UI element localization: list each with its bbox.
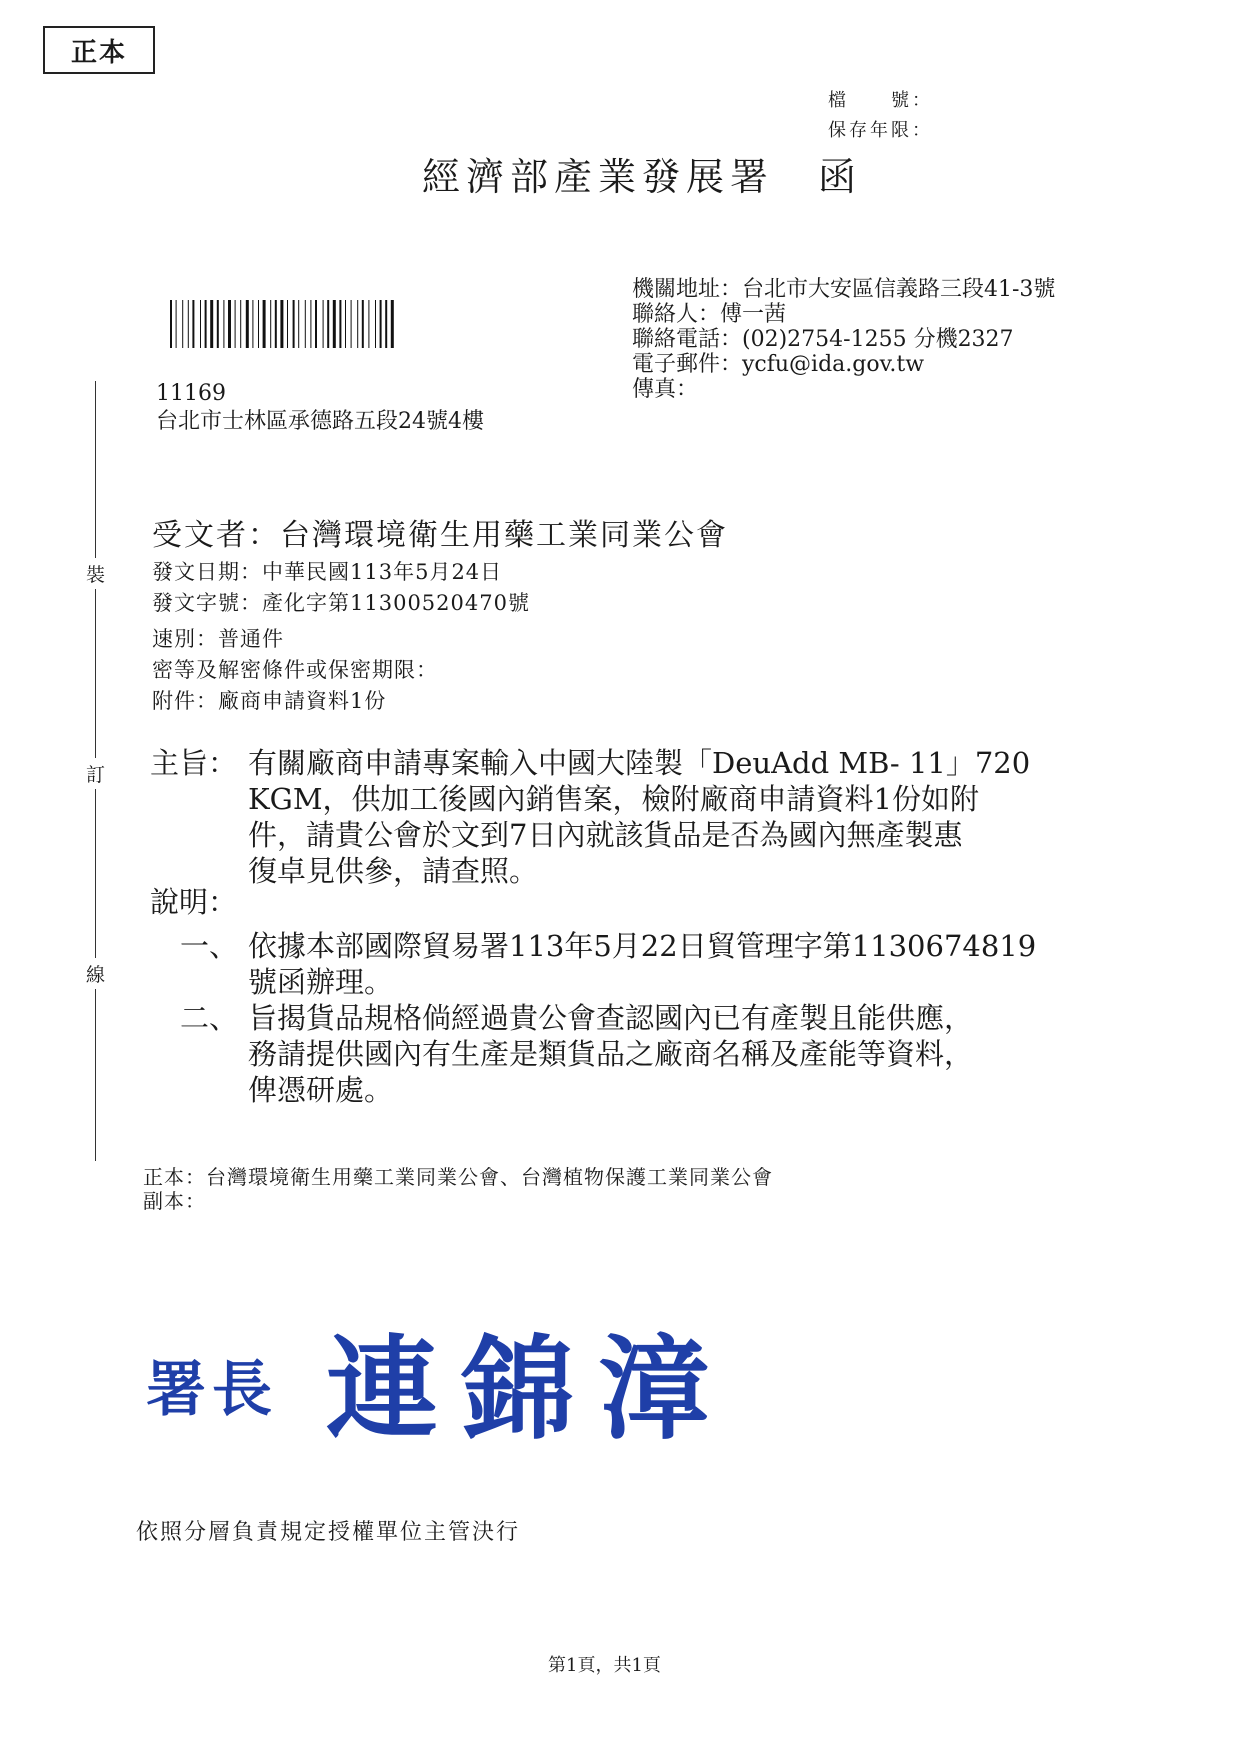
item-2-marker: 二、: [180, 1001, 239, 1035]
meta-block-2: [152, 624, 438, 717]
page-number: 第1頁，共1頁: [548, 1655, 661, 1676]
issue-date: 發文日期：中華民國113年5月24日: [152, 560, 503, 584]
recipient-address-block: [156, 380, 484, 436]
barcode-graphic: [170, 300, 436, 348]
distribution-block: [143, 1165, 773, 1213]
contact-block: [632, 277, 1055, 402]
contact-email: 電子郵件：ycfu@ida.gov.tw: [632, 352, 925, 377]
contact-address: 機關地址：台北市大安區信義路三段41-3號: [632, 277, 1056, 302]
item-line: 號函辦理。: [248, 965, 394, 999]
subject-line: 件，請貴公會於文到7日內就該貨品是否為國內無產製惠: [248, 818, 963, 852]
subject-label: 主旨：: [150, 746, 238, 780]
original-recipients: 正本：台灣環境衛生用藥工業同業公會、台灣植物保護工業同業公會: [143, 1165, 773, 1189]
authority-note: 依照分層負責規定授權單位主管決行: [136, 1520, 521, 1545]
confidentiality: 密等及解密條件或保密期限：: [152, 658, 438, 682]
binding-mark-line: 線: [86, 958, 105, 989]
contact-person: 聯絡人：傅一茜: [632, 302, 787, 327]
item-line: 務請提供國內有生產是類貨品之廠商名稱及產能等資料，: [248, 1037, 974, 1071]
subject-body: [248, 745, 1030, 889]
subject-line: 有關廠商申請專案輸入中國大陸製「DeuAdd MB- 11」720: [248, 746, 1031, 780]
doc-number: 發文字號：產化字第11300520470號: [152, 591, 530, 615]
attachment: 附件：廠商申請資料1份: [152, 689, 387, 713]
file-number-label: 檔 號：: [828, 90, 933, 111]
item-line: 依據本部國際貿易署113年5月22日貿管理字第1130674819: [248, 929, 1037, 963]
agency-name: 經濟部產業發展署: [422, 155, 775, 199]
postal-code: 11169: [156, 381, 226, 406]
recipient-address: 台北市士林區承德路五段24號4樓: [156, 409, 484, 434]
subject-line: KGM，供加工後國內銷售案，檢附廠商申請資料1份如附: [248, 782, 979, 816]
doc-type: 函: [818, 155, 863, 199]
item-line: 俾憑研處。: [248, 1073, 394, 1107]
copy-mark-box: 正本: [43, 26, 155, 74]
contact-phone: 聯絡電話：(02)2754-1255 分機2327: [632, 327, 1014, 352]
seal-title: 署長: [146, 1355, 278, 1425]
meta-block: [152, 557, 530, 619]
recipient: 受文者：台灣環境衛生用藥工業同業公會: [152, 518, 728, 553]
item-2-body: [248, 1000, 973, 1108]
seal-signature: 連錦漳: [326, 1324, 734, 1455]
item-1-marker: 一、: [180, 929, 239, 963]
retention-label: 保存年限：: [828, 120, 933, 141]
explanation-label: 說明：: [150, 885, 238, 919]
copy-recipients: 副本：: [143, 1189, 206, 1213]
file-info: [828, 86, 933, 146]
subject-line: 復卓見供參，請查照。: [248, 854, 539, 888]
contact-fax: 傳真：: [632, 377, 699, 402]
agency-title: [422, 146, 862, 201]
item-line: 旨揭貨品規格倘經過貴公會查認國內已有產製且能供應，: [248, 1001, 974, 1035]
binding-mark-staple: 訂: [86, 758, 105, 789]
item-1-body: [248, 928, 1036, 1000]
speed: 速別：普通件: [152, 627, 284, 651]
binding-mark-bind: 裝: [86, 558, 105, 589]
